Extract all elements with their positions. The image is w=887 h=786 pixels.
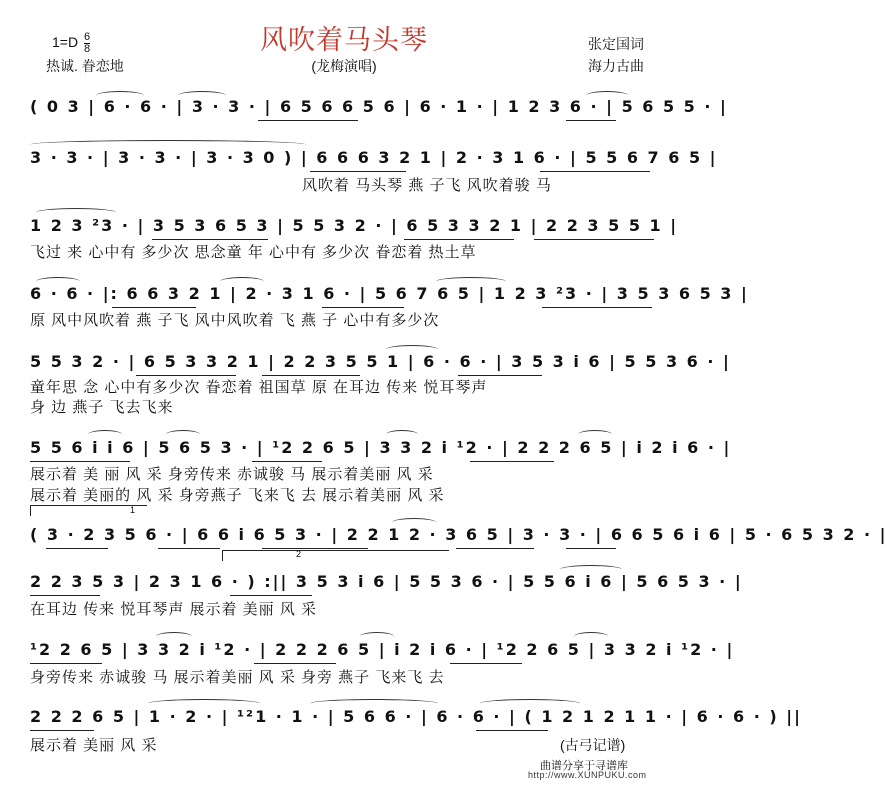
score-row-4 <box>30 284 749 306</box>
notation-line: 2 2 3 5 3 | 2 3 1 6 · ) :|| 3 5 3 i 6 | 5 5 3 6 · | 5 5 6 i 6 | 5 6 5 3 · | <box>30 572 743 591</box>
lyric-line: 展示着 美丽的 风 采 身旁燕子 飞来飞 去 展示着美丽 风 采 <box>30 487 445 504</box>
song-title: 风吹着马头琴 <box>260 25 428 56</box>
beam-line <box>30 595 100 596</box>
slur-mark <box>436 277 506 286</box>
beam-line <box>252 461 322 462</box>
slur-mark <box>166 430 200 439</box>
volta-number-1: 1 <box>130 505 136 515</box>
slur-mark <box>386 345 438 354</box>
beam-line <box>30 730 94 731</box>
lyric-line: 展示着 美 丽 风 采 身旁传来 赤诚骏 马 展示着美丽 风 采 <box>30 466 434 483</box>
lyric-line: 身旁传来 赤诚骏 马 展示着美丽 风 采 身旁 燕子 飞来飞 去 <box>30 669 445 686</box>
slur-mark <box>220 277 264 286</box>
notation-line: 2 2 2 6 5 | 1 · 2 · | ¹²1 · 1 · | 5 6 6 · | 6 · 6 · | ( 1 2 1 2 1 1 · | 6 · 6 · ) || <box>30 707 802 726</box>
score-row-5 <box>30 352 731 374</box>
notation-line: ( 0 3 | 6 · 6 · | 3 · 3 · | 6 5 6 6 5 6 | 6 · 1 · | 1 2 3 6 · | 5 6 5 5 · | <box>30 97 728 116</box>
score-row-7 <box>30 525 887 547</box>
lyric-line: 原 风中风吹着 燕 子飞 风中风吹着 飞 燕 子 心中有多少次 <box>30 312 440 329</box>
score-row-2 <box>30 148 718 170</box>
beam-line <box>262 548 368 549</box>
lyric-line: 展示着 美丽 风 采 <box>30 737 158 754</box>
transcriber-credit: (古弓记谱) <box>560 737 626 753</box>
lyric-line: 飞过 来 心中有 多少次 思念童 年 心中有 多少次 眷恋着 热土草 <box>30 244 477 261</box>
notation-line: 5 5 6 i i 6 | 5 6 5 3 · | ¹2 2 6 5 | 3 3 2 i ¹2 · | 2 2 2 6 5 | i 2 i 6 · | <box>30 438 732 457</box>
lyricist: 张定国词 <box>588 36 644 52</box>
tie-mark <box>586 91 628 100</box>
slur-mark <box>88 430 122 439</box>
volta-bracket-2 <box>222 550 449 561</box>
slur-mark <box>480 699 580 708</box>
beam-line <box>158 548 220 549</box>
beam-line <box>112 307 196 308</box>
slur-mark <box>96 91 144 100</box>
notation-line: 6 · 6 · |: 6 6 3 2 1 | 2 · 3 1 6 · | 5 6 7 6 5 | 1 2 3 ²3 · | 3 5 3 6 5 3 | <box>30 284 749 303</box>
slur-mark <box>36 208 116 217</box>
beam-line <box>450 663 522 664</box>
slur-mark <box>578 430 612 439</box>
lyric-line: 童年思 念 心中有多少次 眷恋着 祖国草 原 在耳边 传来 悦耳琴声 <box>30 379 488 396</box>
beam-line <box>152 239 268 240</box>
slur-mark <box>392 518 436 527</box>
notation-line: 5 5 3 2 · | 6 5 3 3 2 1 | 2 2 3 5 5 1 | 6 · 6 · | 3 5 3 i 6 | 5 5 3 6 · | <box>30 352 731 371</box>
volta-number-2: 2 <box>296 549 302 559</box>
beam-line <box>30 461 130 462</box>
score-row-6 <box>30 438 732 460</box>
beam-line <box>46 548 108 549</box>
composer: 海力古曲 <box>588 58 644 74</box>
key-prefix: 1=D <box>52 34 79 51</box>
notation-line: ( 3 · 2 3 5 6 · | 6 6 i 6 5 3 · | 2 2 1 2 · 3 6 5 | 3 · 3 · | 6 6 5 6 i 6 | 5 · 6 5 3 2 · | <box>30 525 887 544</box>
beam-line <box>534 239 654 240</box>
tie-mark <box>310 699 438 708</box>
notation-line: ¹2 2 6 5 | 3 3 2 i ¹2 · | 2 2 2 6 5 | i 2 i 6 · | ¹2 2 6 5 | 3 3 2 i ¹2 · | <box>30 640 735 659</box>
beam-line <box>404 239 514 240</box>
score-row-9 <box>30 640 735 662</box>
slur-mark <box>156 632 192 641</box>
beam-line <box>230 595 312 596</box>
notation-line: 3 · 3 · | 3 · 3 · | 3 · 3 0 ) | 6 6 6 3 2 1 | 2 · 3 1 6 · | 5 5 6 7 6 5 | <box>30 148 718 167</box>
beam-line <box>30 663 102 664</box>
tie-mark <box>148 699 260 708</box>
score-row-10 <box>30 707 802 729</box>
beam-line <box>456 548 534 549</box>
time-bottom: 8 <box>83 43 91 55</box>
site-footer: 曲谱分享于寻谱库 <box>540 760 628 772</box>
beam-line <box>470 461 554 462</box>
slur-mark <box>574 632 608 641</box>
tie-mark <box>30 140 306 149</box>
beam-line <box>258 120 358 121</box>
lyric-line: 风吹着 马头琴 燕 子飞 风吹着骏 马 <box>302 177 552 194</box>
beam-line <box>542 307 652 308</box>
slur-mark <box>178 91 226 100</box>
mood-marking: 热诚. 眷恋地 <box>46 58 124 74</box>
beam-line <box>540 171 650 172</box>
beam-line <box>254 663 336 664</box>
site-url[interactable]: http://www.XUNPUKU.com <box>528 770 647 780</box>
beam-line <box>566 548 616 549</box>
score-row-1 <box>30 97 728 119</box>
beam-line <box>310 171 406 172</box>
lyric-line: 在耳边 传来 悦耳琴声 展示着 美丽 风 采 <box>30 601 318 618</box>
slur-mark <box>386 430 418 439</box>
slur-mark <box>560 565 622 574</box>
beam-line <box>566 120 616 121</box>
beam-line <box>322 307 404 308</box>
score-row-3 <box>30 216 679 238</box>
slur-mark <box>36 277 80 286</box>
beam-line <box>476 730 548 731</box>
slur-mark <box>360 632 394 641</box>
score-row-8 <box>30 572 743 594</box>
singer: (龙梅演唱) <box>311 58 377 74</box>
lyric-line: 身 边 燕子 飞去飞来 <box>30 399 174 416</box>
time-top: 6 <box>83 31 91 43</box>
notation-line: 1 2 3 ²3 · | 3 5 3 6 5 3 | 5 5 3 2 · | 6 5 3 3 2 1 | 2 2 3 5 5 1 | <box>30 216 679 235</box>
